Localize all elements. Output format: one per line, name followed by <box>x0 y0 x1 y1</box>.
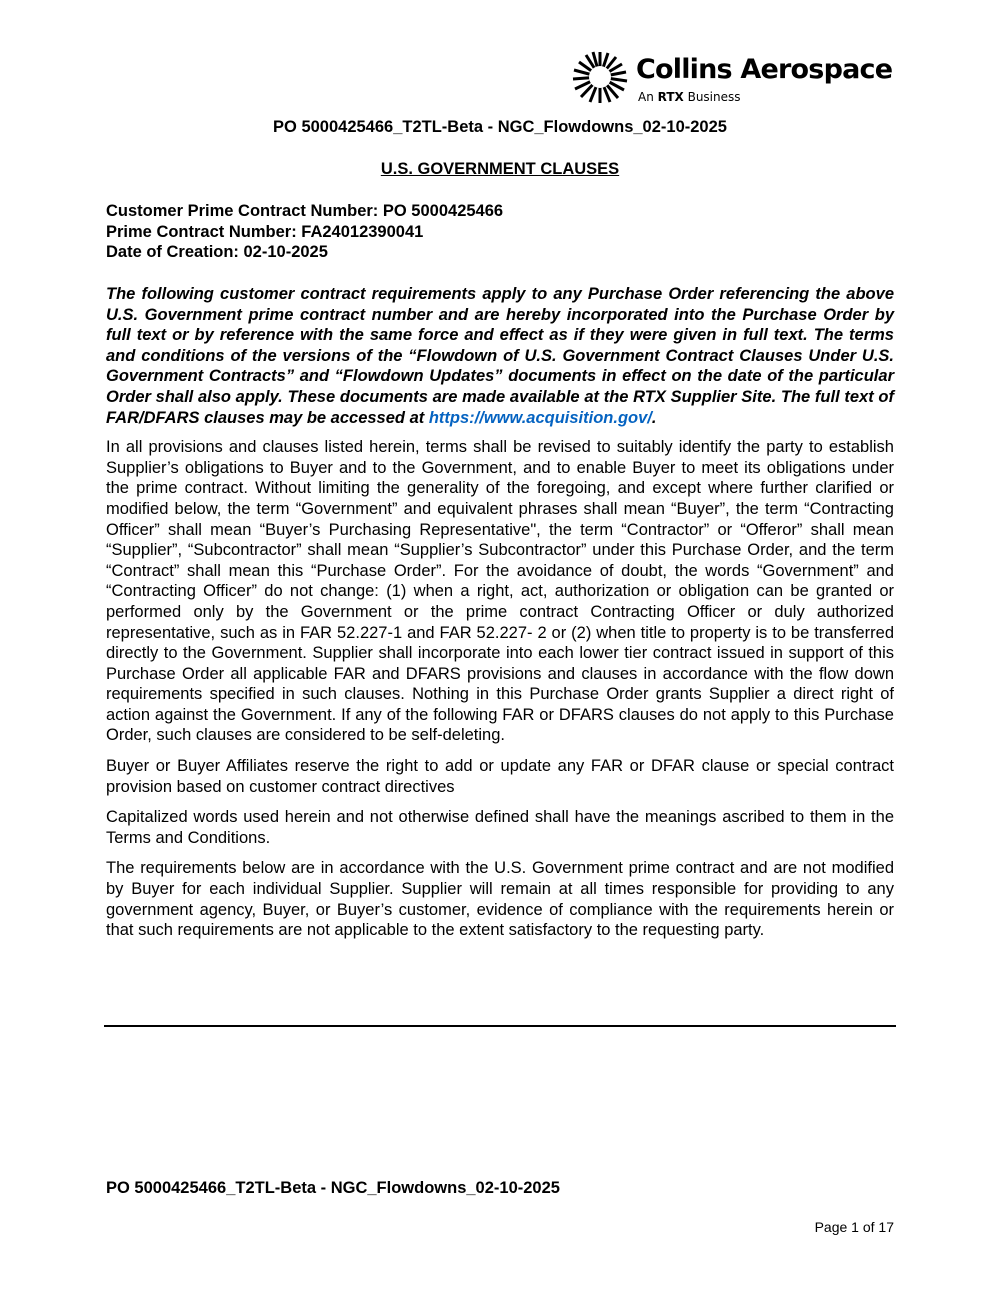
intro-paragraph: The following customer contract requirements apply to any Purchase Order referencing the above U.S. Government prime contract number and are hereby incorporated into the Purchase Order by full text or by reference with the same force and effect as if they were given in full text. The terms and conditions of the versions of the “Flowdown of U.S. Government Contract Clauses Under U.S. Government Contracts” and “Flowdown Updates” documents in effect on the date of the particular Order shall also apply. These documents are made available at the RTX Supplier Site. The full text of FAR/DFARS clauses may be accessed at https://www.acquisition.gov/. <box>106 285 894 427</box>
logo-tagline: An RTX Business <box>638 90 741 104</box>
logo-wordmark: Collins Aerospace <box>636 54 893 85</box>
body-paragraph: In all provisions and clauses listed herein, terms shall be revised to suitably identify the party to establish Supplier’s obligations to Buyer and to the Government, and to enable Buyer to meet its obligations under the prime contract. Without limiting the generality of the foregoing, and except where further clarified or modified below, the term “Government” and equivalent phrases shall mean “Buyer”, the term “Contracting Officer” shall mean “Buyer’s Purchasing Representative", the term “Contractor” or “Offeror” shall mean “Supplier”, “Subcontractor” shall mean “Supplier’s Subcontractor” under this Purchase Order, and the term “Contract” shall mean this “Purchase Order”. For the avoidance of doubt, the words “Government” and “Contracting Officer” do not change: (1) when a right, act, authorization or obligation can be granted or performed only by the Government or the prime contract Contracting Officer or duly authorized representative, such as in FAR 52.227-1 and FAR 52.227- 2 or (2) when title to property is to be transferred directly to the Government. Supplier shall incorporate into each lower tier contract issued in support of this Purchase Order all applicable FAR and DFARS provisions and clauses in accordance with the flow down requirements specified in such clauses. Nothing in this Purchase Order grants Supplier a direct right of action against the Government. If any of the following FAR or DFARS clauses do not apply to this Purchase Order, such clauses are considered to be self-deleting. <box>106 438 894 745</box>
body-paragraph: The requirements below are in accordance with the U.S. Government prime contract and are not modified by Buyer for each individual Supplier. Supplier will remain at all times responsible for providing to any government agency, Buyer, or Buyer’s customer, evidence of compliance with the requirements herein or that such requirements are not applicable to the extent satisfactory to the requesting party. <box>106 859 894 940</box>
section-title: U.S. GOVERNMENT CLAUSES <box>380 160 620 178</box>
document-title: PO 5000425466_T2TL-Beta - NGC_Flowdowns_02-10-2025 <box>273 118 727 136</box>
document-body <box>106 284 894 951</box>
company-logo <box>570 48 900 106</box>
prime-contract-number: Prime Contract Number: FA24012390041 <box>106 222 424 241</box>
body-paragraph: Capitalized words used herein and not otherwise defined shall have the meanings ascribed to them in the Terms and Conditions. <box>106 808 894 847</box>
acquisition-gov-link[interactable]: https://www.acquisition.gov/ <box>428 408 652 427</box>
page-number: Page 1 of 17 <box>814 1219 894 1235</box>
date-of-creation: Date of Creation: 02-10-2025 <box>106 243 328 262</box>
collins-starburst-icon <box>570 50 630 104</box>
body-paragraph: Buyer or Buyer Affiliates reserve the right to add or update any FAR or DFAR clause or special contract provision based on customer contract directives <box>106 757 894 796</box>
contract-metadata <box>106 201 503 263</box>
customer-prime-contract-number: Customer Prime Contract Number: PO 5000425466 <box>106 202 504 220</box>
section-divider <box>104 1025 896 1027</box>
footer-reference: PO 5000425466_T2TL-Beta - NGC_Flowdowns_02-10-2025 <box>106 1179 560 1197</box>
